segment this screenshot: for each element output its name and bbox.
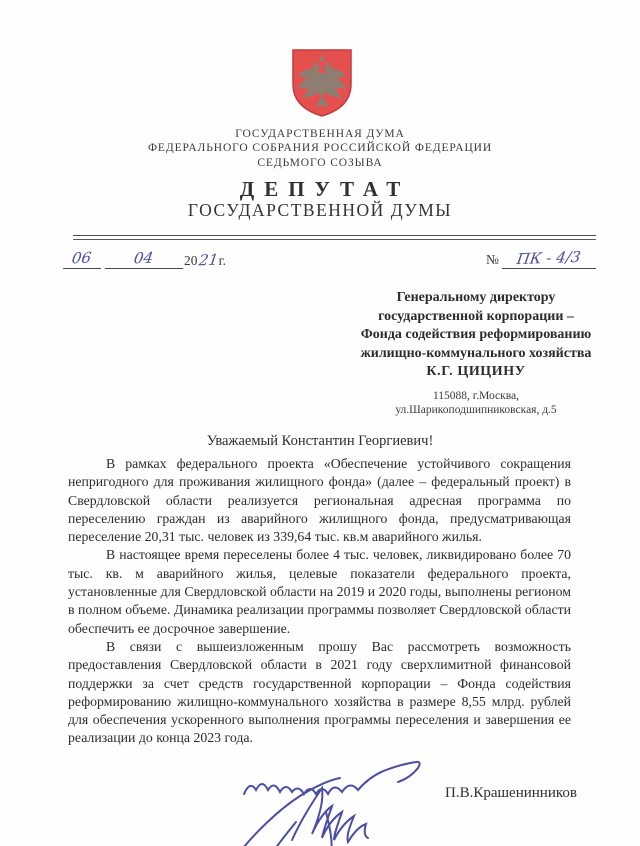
- org-line-1: ГОСУДАРСТВЕННАЯ ДУМА: [235, 128, 405, 140]
- date-day-field: [63, 249, 101, 269]
- letter-body: [68, 455, 571, 748]
- date-year-group: [184, 251, 226, 269]
- addressee-line: жилищно-коммунального хозяйства: [360, 345, 592, 361]
- addressee-postal-address: [330, 389, 622, 417]
- date-year-suffix: г.: [218, 253, 226, 268]
- salutation: Уважаемый Константин Георгиевич!: [206, 433, 434, 449]
- russia-coat-of-arms-icon: [289, 46, 355, 119]
- date-month-field: [105, 249, 183, 269]
- number-handwritten: ПК - 4/3: [515, 247, 583, 269]
- addressee-line: Фонда содействия реформированию: [360, 327, 592, 342]
- number-field: [502, 249, 596, 269]
- paragraph-1: В рамках федерального проекта «Обеспечение устойчивого сокращения непригодного для проживания жилищного фонда» (далее – федеральный проект) в Свердловской области реализуется региональная адресная программа по переселению граждан из аварийного жилищного фонда, предусматривающая переселение 20,31 тыс. человек из 339,64 тыс. кв.м аварийного жилья.: [68, 456, 571, 545]
- deputy-title: ДЕПУТАТ: [239, 177, 411, 201]
- date-year-printed: 20: [184, 253, 198, 268]
- postal-line: 115088, г.Москва,: [432, 389, 520, 402]
- addressee-line: Генеральному директору: [396, 290, 556, 305]
- addressee-name: К.Г. ЦИЦИНУ: [426, 364, 526, 379]
- signatory-name: П.В.Крашенинников: [445, 785, 577, 801]
- date-day-handwritten: 06: [71, 248, 93, 268]
- addressee-block: [330, 289, 622, 417]
- org-line-3: СЕДЬМОГО СОЗЫВА: [257, 156, 383, 169]
- postal-line: ул.Шарикоподшипниковская, д.5: [395, 403, 557, 416]
- deputy-subtitle: ГОСУДАРСТВЕННОЙ ДУМЫ: [187, 200, 453, 220]
- letterhead-org-lines: [0, 127, 640, 170]
- signature-scrawl-icon: [230, 758, 478, 846]
- number-label: №: [486, 252, 499, 267]
- paragraph-3: В связи с вышеизложенным прошу Вас рассмотреть возможность предоставления Свердловской области в 2021 году сверхлимитной финансовой поддержки за счет средств государственной корпорации – Фонда содействия реформированию жилищно-коммунального хозяйства в размере 8,55 млрд. рублей для обеспечения ускоренного выполнения программы переселения и завершения ее реализации до конца 2023 года.: [68, 638, 571, 746]
- date-month-handwritten: 04: [133, 248, 155, 268]
- date-year-handwritten: 21: [197, 250, 219, 270]
- org-line-2: ФЕДЕРАЛЬНОГО СОБРАНИЯ РОССИЙСКОЙ ФЕДЕРАЦИИ: [147, 142, 493, 155]
- addressee-line: государственной корпорации –: [378, 308, 574, 324]
- letterhead-divider: [73, 235, 596, 240]
- paragraph-2: В настоящее время переселены более 4 тыс. человек, ликвидировано более 70 тыс. кв. м аварийного жилья, целевые показатели федерального проекта, установленные для Свердловской области на 2019 и 2020 годы, выполнены регионом в полном объеме. Динамика реализации программы позволяет Свердловской области обеспечить ее досрочное завершение.: [68, 547, 571, 636]
